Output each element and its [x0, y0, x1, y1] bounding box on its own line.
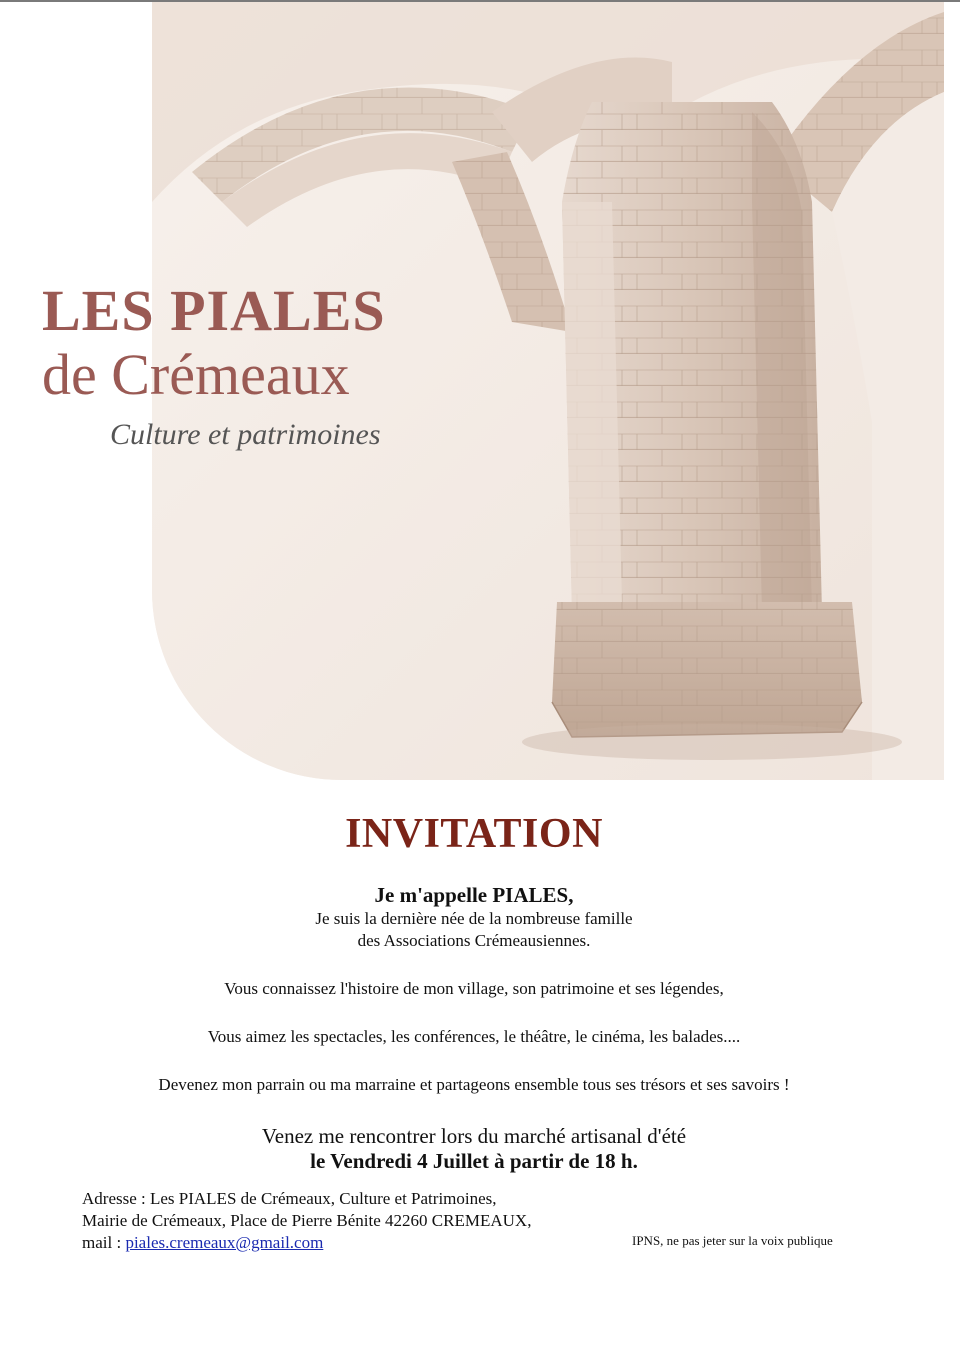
logo-tagline: Culture et patrimoines [110, 418, 381, 451]
email-link[interactable]: piales.cremeaux@gmail.com [125, 1233, 324, 1252]
invitation-body [0, 882, 948, 1174]
mail-label: mail : [82, 1233, 126, 1252]
address-line-1: Adresse : Les PIALES de Crémeaux, Culture et Patrimoines, [82, 1189, 497, 1208]
intro-title: Je m'appelle PIALES, [374, 883, 574, 907]
meet-line: Venez me rencontrer lors du marché artisanal d'été [261, 1124, 687, 1148]
mail-line [82, 1232, 531, 1254]
intro-line-1: Je suis la dernière née de la nombreuse famille [315, 909, 633, 928]
association-logo [42, 280, 482, 452]
paragraph-activities: Vous aimez les spectacles, les conférences, le théâtre, le cinéma, les balades.... [207, 1027, 741, 1046]
event-date: le Vendredi 4 Juillet à partir de 18 h. [310, 1149, 638, 1173]
logo-title: LES PIALES [42, 278, 386, 343]
intro-line-2: des Associations Crémeausiennes. [357, 931, 591, 950]
address-line-2: Mairie de Crémeaux, Place de Pierre Bénite 42260 CREMEAUX, [82, 1211, 532, 1230]
paragraph-sponsor: Devenez mon parrain ou ma marraine et partageons ensemble tous ses trésors et ses savoirs ! [158, 1075, 790, 1094]
ipns-notice: IPNS, ne pas jeter sur la voix publique [632, 1233, 833, 1248]
logo-subtitle: de Crémeaux [42, 342, 350, 407]
footer-address [82, 1188, 531, 1254]
paragraph-history: Vous connaissez l'histoire de mon village, son patrimoine et ses légendes, [224, 979, 724, 998]
invitation-title: INVITATION [345, 811, 603, 857]
